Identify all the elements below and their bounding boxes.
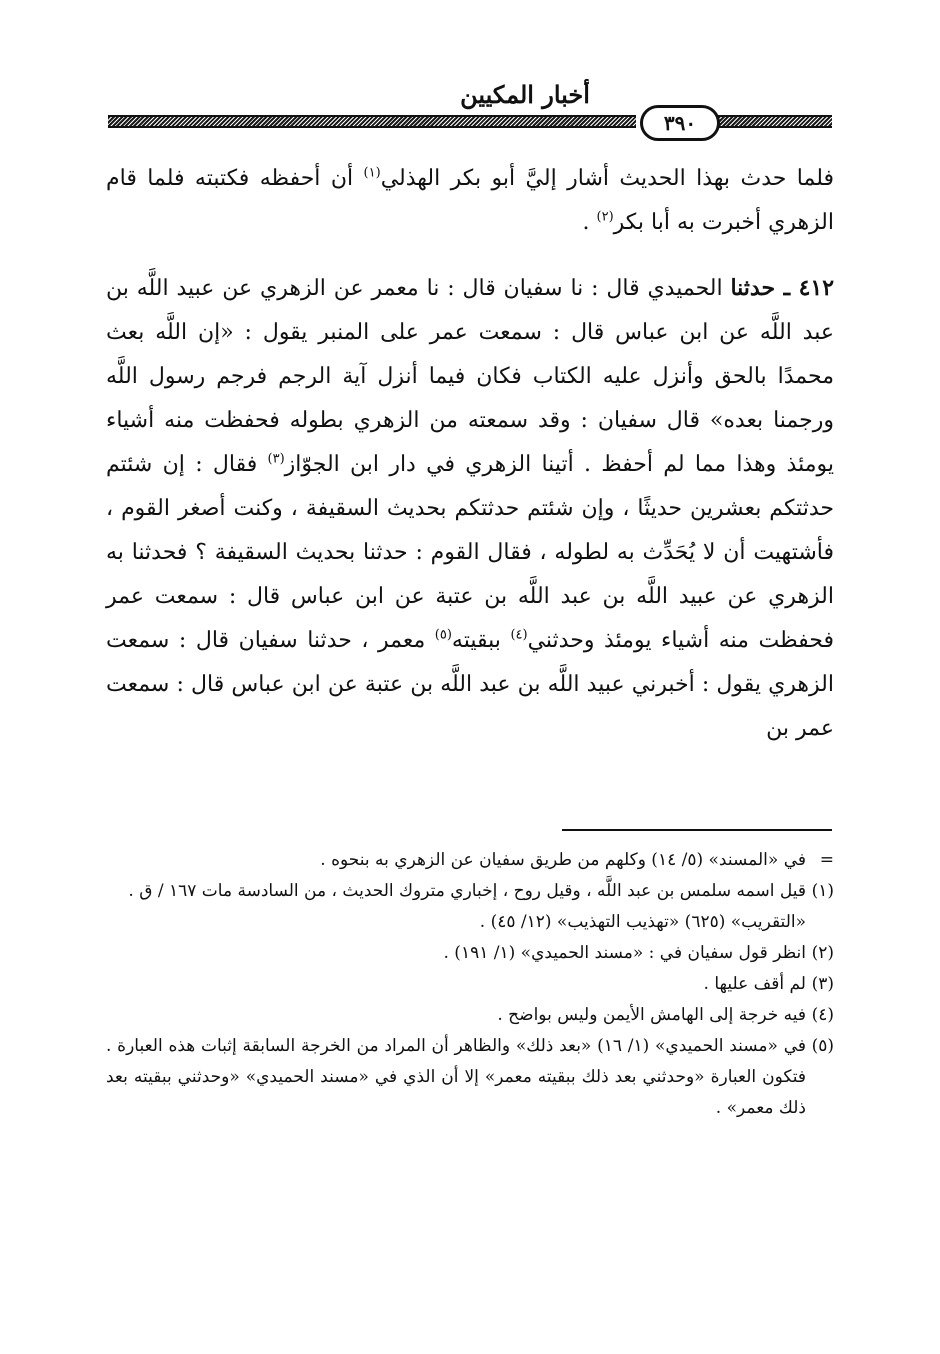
footnote-text: في «مسند الحميدي» (١/ ١٦) «بعد ذلك» والظاهر أن المراد من الخرجة السابقة إثبات هذه العبارة . فتكون العبارة «وحدثني بعد ذلك ببقيته معمر» إلا أن الذي في «مسند الحميدي» «وحدثني ببقيته بعد ذلك معمر» .: [106, 1036, 806, 1118]
footnote-1: [106, 876, 834, 907]
footnote-number: (٢): [811, 943, 834, 963]
hadith-number: ٤١٢ ـ: [783, 275, 835, 301]
main-text-paragraph-1: [106, 157, 834, 245]
text-run: ببقيته: [451, 628, 511, 653]
footnote-number: (٣): [811, 974, 834, 994]
text-run: فلما حدث بهذا الحديث أشار إليَّ أبو بكر الهذلي: [380, 166, 834, 191]
page-number-badge: ٣٩٠: [640, 105, 720, 141]
header-rule-left: [108, 115, 636, 128]
footnote-ref-3: (٣): [267, 451, 285, 467]
footnote-3: [106, 969, 834, 1000]
text-run: فقال : إن شئتم حدثتكم بعشرين حديثًا ، وإن شئتم حدثتكم بحديث السقيفة ، وكنت أصغر القوم ، فأشتهيت أن لا يُحَدِّث به لطوله ، فقال القوم : حدثنا بحديث السقيفة ؟ فحدثنا به الزهري عن عبيد اللَّه بن عبد اللَّه بن عتبة عن ابن عباس قال : سمعت عمر فحفظت منه أشياء يومئذ وحدثني: [106, 452, 835, 653]
footnote-5: [106, 1031, 834, 1124]
footnote-text: «التقريب» (٦٢٥) «تهذيب التهذيب» (١٢/ ٤٥) .: [479, 912, 806, 932]
running-header-title: أخبار المكيين: [460, 80, 590, 109]
footnote-ref-1: (١): [363, 165, 381, 181]
footnote-ref-4: (٤): [510, 627, 528, 643]
footnote-text: في «المسند» (٥/ ١٤) وكلهم من طريق سفيان عن الزهري به بنحوه .: [320, 850, 806, 870]
narration-keyword: حدثنا: [730, 275, 784, 301]
text-run: أن أحفظه فكتبته فلما قام الزهري أخبرت به أبا بكر: [106, 166, 834, 235]
footnote-1-reference: [106, 907, 834, 938]
main-text-paragraph-2: [106, 266, 834, 751]
footnote-text: انظر قول سفيان في : «مسند الحميدي» (١/ ١٩١) .: [443, 943, 806, 963]
footnote-2: [106, 938, 834, 969]
footnote-number: (٤): [811, 1005, 834, 1025]
footnote-text: فيه خرجة إلى الهامش الأيمن وليس بواضح .: [497, 1005, 806, 1025]
footnote-text: لم أقف عليها .: [703, 974, 806, 994]
footnote-number: (١): [811, 881, 834, 901]
footnote-text: قيل اسمه سلمس بن عبد اللَّه ، وقيل روح ، إخباري متروك الحديث ، من السادسة مات ١٦٧ / ق .: [128, 881, 806, 901]
header-rule-right: [718, 115, 832, 128]
footnote-separator: [562, 829, 832, 831]
footnote-ref-5: (٥): [434, 627, 452, 643]
text-run: .: [582, 210, 597, 235]
footnote-4: [106, 1000, 834, 1031]
footnote-continuation-mark: =: [819, 850, 834, 870]
text-run: معمر ، حدثنا سفيان قال : سمعت الزهري يقول : أخبرني عبيد اللَّه بن عبد اللَّه بن عتبة عن ابن عباس قال : سمعت عمر بن: [106, 628, 834, 741]
footnote-continuation: [106, 845, 834, 876]
footnote-number: (٥): [811, 1036, 834, 1056]
footnote-ref-2: (٢): [596, 209, 614, 225]
text-run: الحميدي قال : نا سفيان قال : نا معمر عن الزهري عن عبيد اللَّه بن عبد اللَّه عن ابن عباس قال : سمعت عمر على المنبر يقول : «إن اللَّه بعث محمدًا بالحق وأنزل عليه الكتاب فكان فيما أنزل آية الرجم فرجم رسول اللَّه ورجمنا بعده» قال سفيان : وقد سمعته من الزهري بطوله فحفظت منه أشياء يومئذ وهذا مما لم أحفظ . أتينا الزهري في دار ابن الجوّاز: [106, 276, 835, 477]
footnotes-section: [106, 845, 834, 1124]
